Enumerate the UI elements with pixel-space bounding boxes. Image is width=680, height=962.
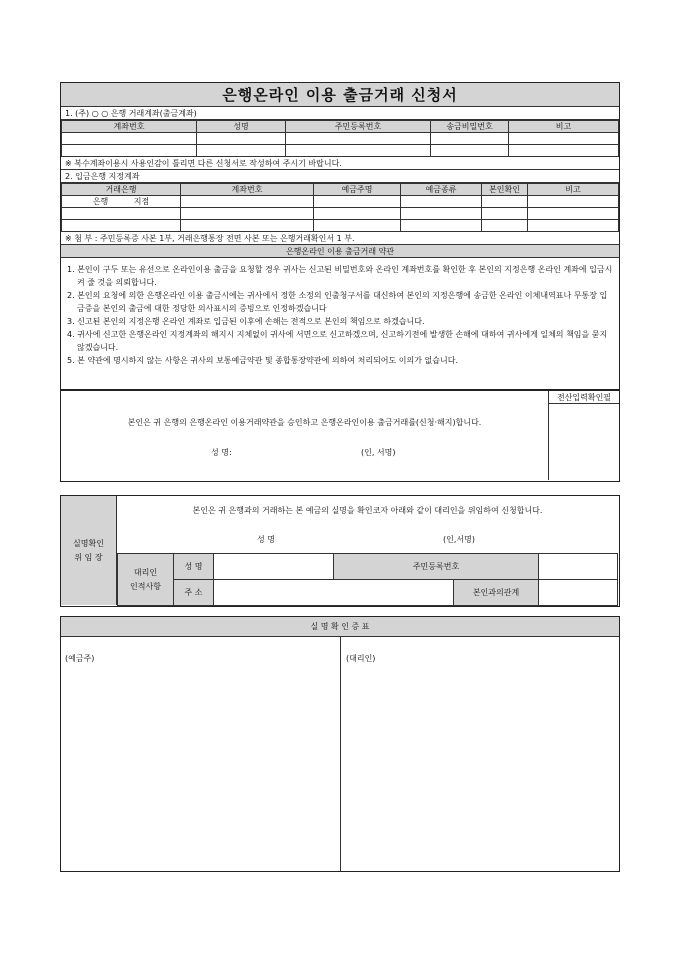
holder-label: (예금주) <box>65 654 95 663</box>
stamp-header: 전산입력확인필 <box>549 391 619 404</box>
table-row[interactable] <box>62 145 619 157</box>
address-label: 주 소 <box>174 580 214 606</box>
col-header: 송금비밀번호 <box>431 121 509 133</box>
proxy-label: 실명확인 위 임 장 <box>61 496 117 605</box>
col-header: 성명 <box>197 121 286 133</box>
col-header: 비고 <box>509 121 619 133</box>
deposit-account-table <box>61 183 619 232</box>
relation-label: 본인과의관계 <box>454 580 539 606</box>
withdrawal-account-table <box>61 120 619 157</box>
name-label: 성 명 <box>174 554 214 580</box>
section2-label: 2. 입금은행 지정계좌 <box>61 170 619 183</box>
table-row[interactable] <box>62 208 619 220</box>
agent-table <box>117 553 618 606</box>
agent-name-field[interactable] <box>214 554 334 580</box>
proxy-text: 본인은 귀 은행과의 거래하는 본 예금의 실명을 확인코자 아래와 같이 대리인을 위임하여 신청합니다. <box>192 506 543 515</box>
id-proof-box <box>60 616 620 872</box>
col-header: 계좌번호 <box>181 184 314 196</box>
proxy-sign-label[interactable]: 성 명 <box>257 535 275 544</box>
divider <box>340 637 341 871</box>
agent-id-field[interactable] <box>539 554 618 580</box>
attachment-note: ※ 첨 부 : 주민등록증 사본 1부, 거래은행통장 전면 사본 또는 은행거래확인서 1 부. <box>61 232 619 245</box>
agent-address-field[interactable] <box>214 580 454 606</box>
id-label: 주민등록번호 <box>334 554 539 580</box>
consent-box <box>60 390 620 482</box>
col-header: 주민등록번호 <box>286 121 431 133</box>
col-header: 비고 <box>528 184 619 196</box>
table-row[interactable] <box>62 133 619 145</box>
col-header: 거래은행 <box>62 184 181 196</box>
stamp-area <box>548 391 619 480</box>
multi-account-note: ※ 복수계좌이용시 사용인감이 틀리면 다른 신청서로 작성하여 주시기 바랍니다. <box>61 157 619 170</box>
agent-label: 대리인 인적사항 <box>118 554 174 606</box>
col-header: 예금종류 <box>401 184 482 196</box>
sign-label[interactable]: 성 명: <box>211 448 232 457</box>
bank-branch-cell[interactable]: 은행 지점 <box>62 196 181 208</box>
terms-item: 4. 귀사에 신고한 은행온라인 지정계좌의 해지시 지체없이 귀사에 서면으로 신고하겠으며, 신고하기전에 발생한 손해에 대하여 귀사에게 일체의 책임을 묻지않겠습니다. <box>67 330 608 352</box>
proxy-seal-label: (인,서명) <box>443 535 475 544</box>
col-header: 계좌번호 <box>62 121 197 133</box>
terms-title: 은행온라인 이용 출금거래 약관 <box>61 245 619 258</box>
col-header: 예금주명 <box>314 184 401 196</box>
table-row[interactable] <box>62 196 619 208</box>
terms-item: 1. 본인이 구두 또는 유선으로 온라인이용 출금을 요청할 경우 귀사는 신고된 비밀번호와 온라인 계좌번호를 확인한 후 본인의 지정은행 온라인 계좌에 입금시켜 줄 것을 의뢰합니다. <box>67 265 613 287</box>
section1-label: 1. (주) ○ ○ 은행 거래계좌(출금계좌) <box>61 107 619 120</box>
relation-field[interactable] <box>539 580 618 606</box>
proxy-box <box>60 495 620 607</box>
col-header: 본인확인 <box>482 184 528 196</box>
terms-item: 3. 신고된 본인의 지정은행 온라인 계좌로 입금된 이후에 손해는 전적으로 본인의 책임으로 하겠습니다. <box>67 317 425 326</box>
terms-item: 2. 본인의 요청에 의한 은행온라인 이용 출금시에는 귀사에서 정한 소정의 인출청구서를 대신하여 본인의 지정은행에 송금한 온라인 이체내역표나 무통장 입금증을 본인의 출금에 대한 정당한 의사표시의 증빙으로 인정하겠습니다 <box>67 291 608 313</box>
id-proof-title: 실 명 확 인 증 표 <box>61 617 619 637</box>
application-form <box>60 82 620 390</box>
form-title: 은행온라인 이용 출금거래 신청서 <box>61 83 619 107</box>
agent-id-label: (대리인) <box>346 654 376 663</box>
table-row[interactable] <box>62 220 619 232</box>
terms-list <box>61 258 619 372</box>
seal-label: (인, 서명) <box>361 448 396 457</box>
consent-text: 본인은 귀 은행의 은행온라인 이용거래약관을 승인하고 은행온라인이용 출금거래를(신청·해지)합니다. <box>127 418 482 427</box>
terms-item: 5. 본 약관에 명시하지 않는 사항은 귀사의 보통예금약관 및 종합통장약관에 의하여 처리되어도 이의가 없습니다. <box>67 356 458 365</box>
